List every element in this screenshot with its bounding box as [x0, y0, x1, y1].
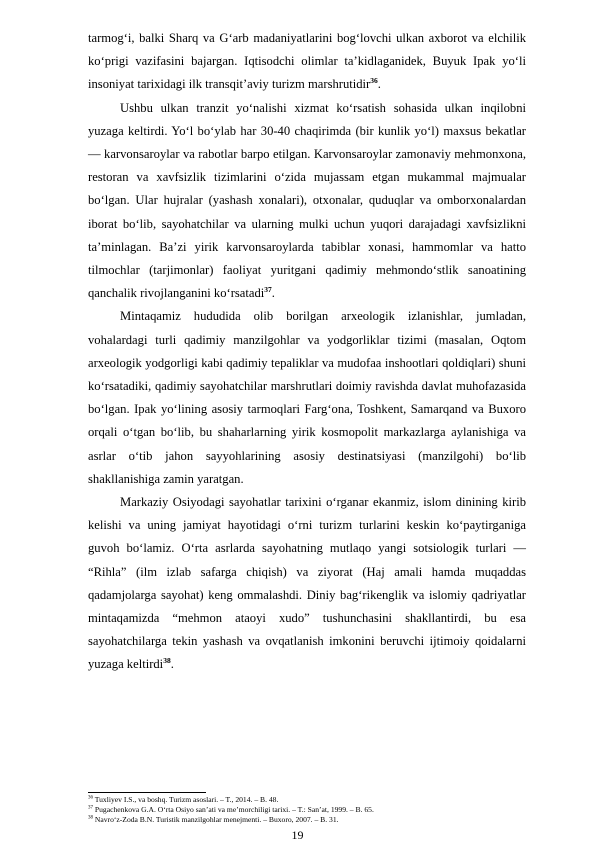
paragraph-text: tarmog‘i, balki Sharq va G‘arb madaniyatlarini bog‘lovchi ulkan axborot va elchilik ko‘prigi vazifasini bajargan. Iqtisodchi olimlar ta’kidlaganidek, Buyuk Ipak yo‘li insoniyat tarixidagi ilk transqit’aviy turizm marshrutidir [88, 31, 526, 92]
footnote-ref[interactable]: 38 [163, 656, 171, 666]
paragraph-tail: . [170, 657, 174, 672]
footnote-text: Pugachenkova G.A. O‘rta Osiyo san’ati va me’morchiligi tarixi. – T.: San’at, 1999. – B. 65. [94, 805, 374, 815]
footnote-item [88, 805, 528, 815]
footnote-number: 37 [88, 805, 93, 811]
paragraph-tail: . [271, 286, 275, 301]
paragraph-tail: . [377, 77, 381, 92]
paragraph-2 [88, 97, 526, 306]
footnote-item [88, 795, 528, 805]
footnote-number: 36 [88, 795, 93, 801]
paragraph-3 [88, 305, 526, 491]
page-number: 19 [291, 828, 304, 842]
paragraph-1 [88, 27, 526, 97]
footnote-ref[interactable]: 37 [264, 285, 272, 295]
footnote-separator [88, 792, 206, 793]
footnote-ref[interactable]: 36 [370, 76, 378, 86]
paragraph-4 [88, 491, 526, 677]
footnotes [88, 795, 528, 826]
footnote-number: 38 [88, 815, 93, 821]
paragraph-text: Ushbu ulkan tranzit yo‘nalishi xizmat ko‘rsatish sohasida ulkan inqilobni yuzaga keltirdi. Yo‘l bo‘ylab har 30-40 chaqirimda (bir kunlik yo‘l) maxsus bekatlar — karvonsaroylar va rabotlar barpo etilgan. Karvonsaroylar zamonaviy mehmonxona, restoran va xavfsizlik tizimlarini o‘zida mujassam etgan mukammal majmualar bo‘lgan. Ular hujralar (yashash xonalari), otxonalar, quduqlar va omborxonalardan iborat bo‘lib, sayohatchilar va ularning mulki uchun yuqori darajadagi xavfsizlikni ta’minlagan. Ba’zi yirik karvonsaroylarda tabiblar xonasi, hammomlar va hatto tilmochlar (tarjimonlar) faoliyat yuritgani qadimiy mehmondo‘stlik sanoatining qanchalik rivojlanganini ko‘rsatadi [88, 100, 526, 301]
paragraph-text: Markaziy Osiyodagi sayohatlar tarixini o‘rganar ekanmiz, islom dinining kirib kelishi va uning jamiyat hayotidagi o‘rni turizm turlarini keskin ko‘paytirganiga guvoh bo‘lamiz. O‘rta asrlarda sayohatning mutlaqo yangi sotsiologik turlari — “Rihla” (ilm izlab safarga chiqish) va ziyorat (Haj amali hamda muqaddas qadamjolarga sayohat) keng ommalashdi. Diniy bag‘rikenglik va islomiy qadriyatlar mintaqamizda “mehmon ataoyi xudo” tushunchasini shakllantirdi, bu esa sayohatchilarga tekin yashash va ovqatlanish imkonini beruvchi ijtimoiy qoidalarni yuzaga keltirdi [88, 495, 526, 672]
footnote-text: Navro‘z-Zoda B.N. Turistik manzilgohlar menejmenti. – Buxoro, 2007. – B. 31. [94, 815, 339, 825]
paragraph-text: Mintaqamiz hududida olib borilgan arxeologik izlanishlar, jumladan, vohalardagi turli qadimiy manzilgohlar va yodgorliklar tizimi (masalan, Oqtom arxeologik yodgorligi kabi qadimiy tepaliklar va mudofaa inshootlari qoldiqlari) shuni ko‘rsatadiki, qadimiy sayohatchilar marshrutlari doimiy ravishda davlat muhofazasida bo‘lgan. Ipak yo‘lining asosiy tarmoqlari Farg‘ona, Toshkent, Samarqand va Buxoro orqali o‘tgan bo‘lib, bu shaharlarning yirik kosmopolit markazlarga aylanishiga va asrlar o‘tib jahon sayyohlarining asosiy destinatsiyasi (manzilgohi) bo‘lib shakllanishiga zamin yaratgan. [88, 309, 526, 486]
footnote-text: Tuxliyev I.S., va boshq. Turizm asoslari. – T., 2014. – B. 48. [94, 795, 279, 804]
footnote-item [88, 815, 528, 825]
body-text [88, 27, 526, 677]
